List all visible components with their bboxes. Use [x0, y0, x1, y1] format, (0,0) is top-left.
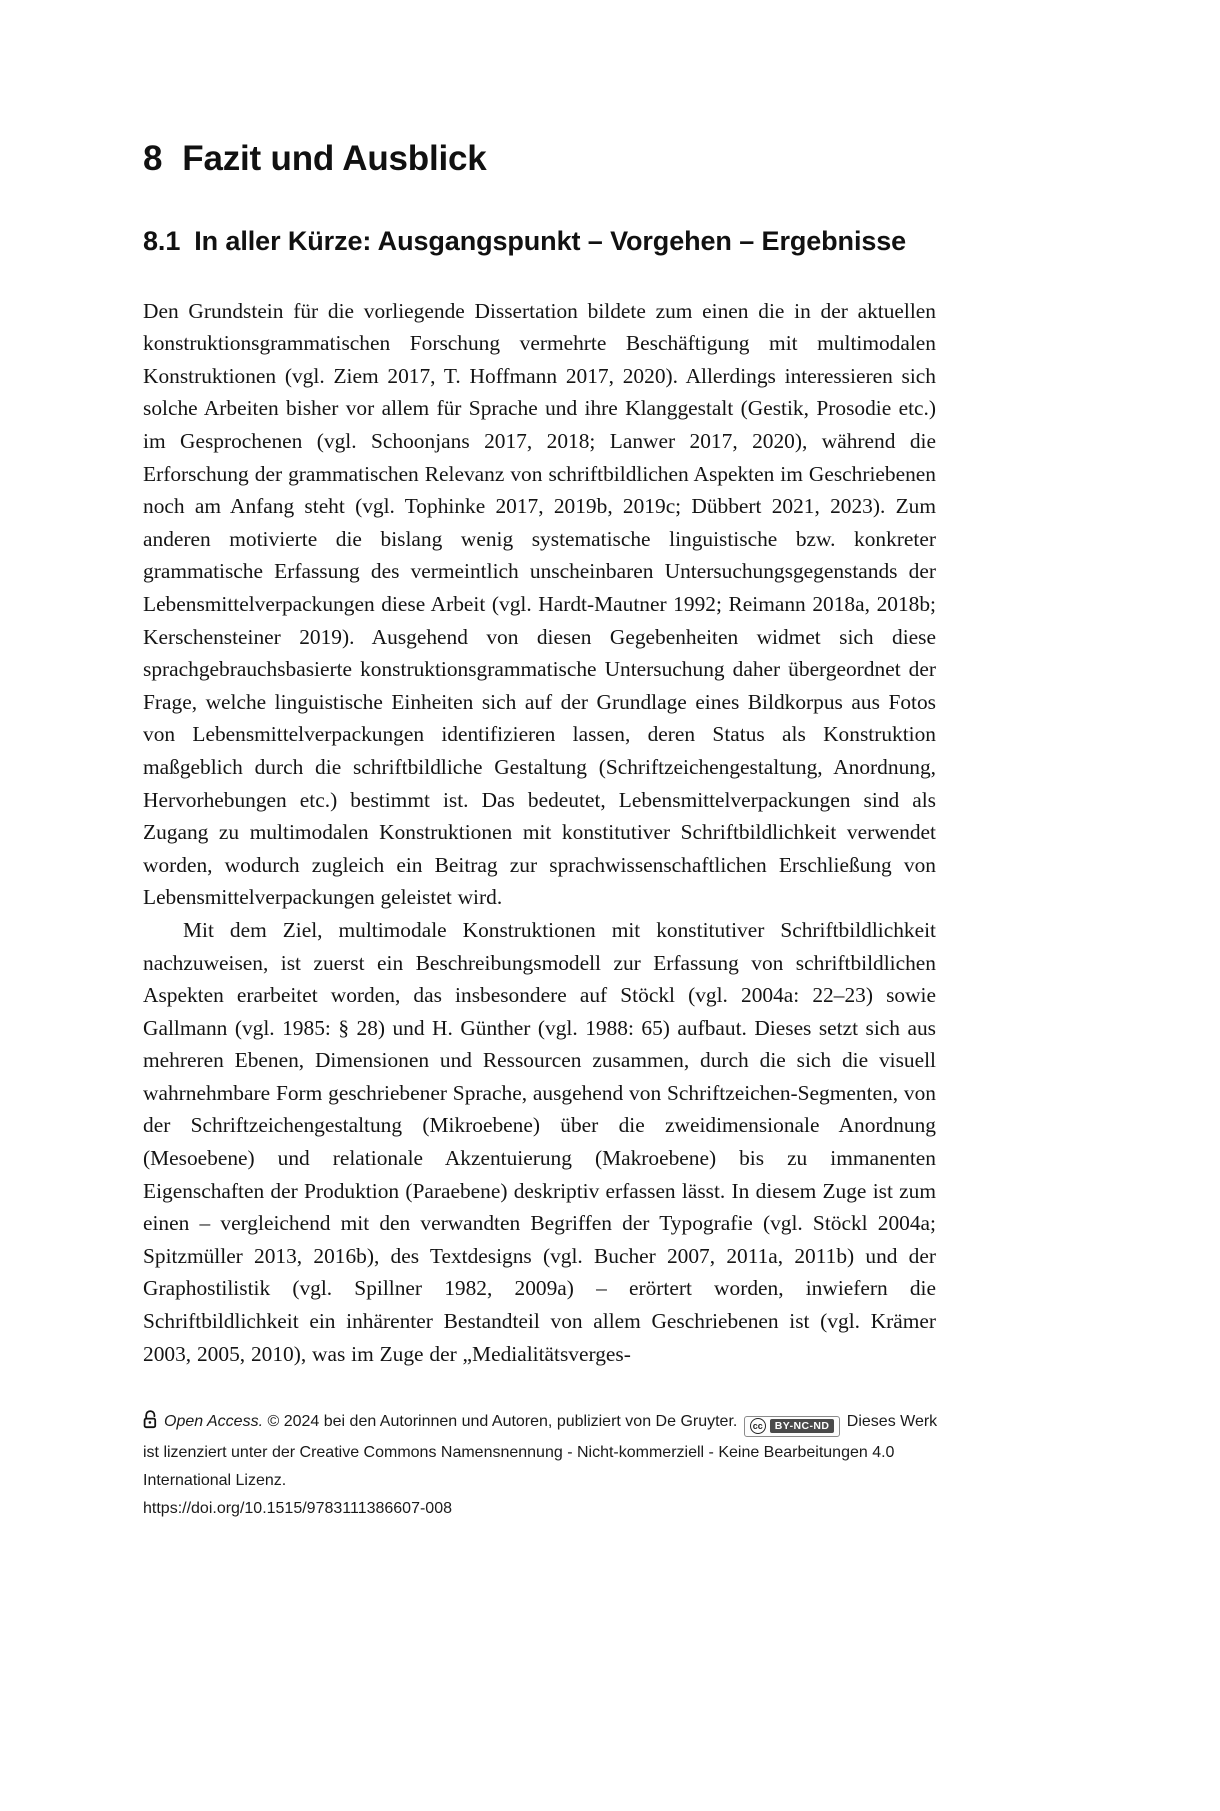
body-paragraph-1: Den Grundstein für die vorliegende Dissertation bildete zum einen die in der aktuellen konstruktionsgrammatischen Forschung vermehrte Beschäftigung mit multimodalen Konstruktionen (vgl. Ziem 2017, T. Hoffmann 2017, 2020). Allerdings interessieren sich solche Arbeiten bisher vor allem für Sprache und ihre Klanggestalt (Gestik, Prosodie etc.) im Gesprochenen (vgl. Schoonjans 2017, 2018; Lanwer 2017, 2020), während die Erforschung der grammatischen Relevanz von schriftbildlichen Aspekten im Geschriebenen noch am Anfang steht (vgl. Tophinke 2017, 2019b, 2019c; Dübbert 2021, 2023). Zum anderen motivierte die bislang wenig systematische linguistische bzw. konkreter grammatische Erfassung des vermeintlich unscheinbaren Untersuchungsgegenstands der Lebensmittelverpackungen diese Arbeit (vgl. Hardt-Mautner 1992; Reimann 2018a, 2018b; Kerschensteiner 2019). Ausgehend von diesen Gegebenheiten widmet sich diese sprachgebrauchsbasierte konstruktionsgrammatische Untersuchung daher übergeordnet der Frage, welche linguistische Einheiten sich auf der Grundlage eines Bildkorpus aus Fotos von Lebensmittelverpackungen identifizieren lassen, deren Status als Konstruktion maßgeblich durch die schriftbildliche Gestaltung (Schriftzeichengestaltung, Anordnung, Hervorhebungen etc.) bestimmt ist. Das bedeutet, Lebensmittelverpackungen sind als Zugang zu multimodalen Konstruktionen mit konstitutiver Schriftbildlichkeit verwendet worden, wodurch zugleich ein Beitrag zur sprachwissenschaftlichen Erschließung von Lebensmittelverpackungen geleistet wird. [143, 298, 936, 910]
doi-link[interactable]: https://doi.org/10.1515/9783111386607-008 [143, 1500, 452, 1517]
chapter-heading [143, 139, 936, 179]
copyright-text: © 2024 bei den Autorinnen und Autoren, publiziert von De Gruyter. [267, 1413, 738, 1430]
section-number: 8.1 [143, 226, 181, 257]
section-title: In aller Kürze: Ausgangspunkt – Vorgehen – Ergebnisse [194, 226, 907, 257]
footer [143, 1408, 943, 1523]
chapter-number: 8 [143, 139, 163, 178]
section-heading [143, 225, 936, 257]
open-access-label: Open Access. [164, 1413, 264, 1430]
license-paragraph [143, 1408, 943, 1495]
cc-icon: cc [750, 1418, 766, 1434]
license-text: Dieses Werk ist lizenziert unter der Creative Commons Namensnennung - Nicht-kommerziell - Keine Bearbeitungen 4.0 International Lizenz. [143, 1413, 938, 1489]
cc-license-badge[interactable] [744, 1416, 841, 1437]
open-access-icon [143, 1410, 158, 1439]
doi-line [143, 1495, 943, 1523]
cc-license-label: BY-NC-ND [770, 1419, 835, 1434]
chapter-title: Fazit und Ausblick [182, 139, 487, 178]
page-content [143, 139, 936, 1370]
body-paragraph-2: Mit dem Ziel, multimodale Konstruktionen mit konstitutiver Schriftbildlichkeit nachzuweisen, ist zuerst ein Beschreibungsmodell zur Erfassung von schriftbildlichen Aspekten erarbeitet worden, das insbesondere auf Stöckl (vgl. 2004a: 22–23) sowie Gallmann (vgl. 1985: § 28) und H. Günther (vgl. 1988: 65) aufbaut. Dieses setzt sich aus mehreren Ebenen, Dimensionen und Ressourcen zusammen, durch die sich die visuell wahrnehmbare Form geschriebener Sprache, ausgehend von Schriftzeichen-Segmenten, von der Schriftzeichengestaltung (Mikroebene) über die zweidimensionale Anordnung (Mesoebene) und relationale Akzentuierung (Makroebene) bis zu immanenten Eigenschaften der Produktion (Paraebene) deskriptiv erfassen lässt. In diesem Zuge ist zum einen – vergleichend mit den verwandten Begriffen der Typografie (vgl. Stöckl 2004a; Spitzmüller 2013, 2016b), des Textdesigns (vgl. Bucher 2007, 2011a, 2011b) und der Graphostilistik (vgl. Spillner 1982, 2009a) – erörtert worden, inwiefern die Schriftbildlichkeit ein inhärenter Bestandteil von allem Geschriebenen ist (vgl. Krämer 2003, 2005, 2010), was im Zuge der „Medialitätsverges- [143, 917, 936, 1366]
